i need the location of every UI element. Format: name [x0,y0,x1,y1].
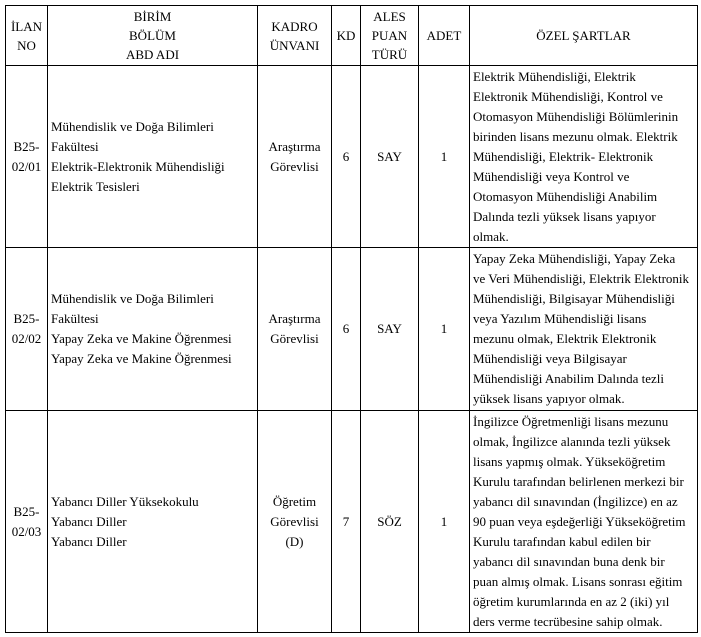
cell-ozel-line: öğretim kurumlarında en az 2 (iki) yıl [473,594,670,609]
header-ales-line-1: ALES [373,9,406,24]
cell-birim-line: Fakültesi [51,311,99,326]
cell-ozel [470,411,698,633]
header-adet: ADET [419,6,470,66]
header-row [6,6,698,66]
cell-ozel-line: Mühendisliği veya Bilgisayar [473,351,627,366]
cell-kadro [258,66,332,248]
header-ozel: ÖZEL ŞARTLAR [470,6,698,66]
header-kadro-line-1: KADRO [271,18,318,34]
cell-ozel-line: mezunu olmak, Elektrik Elektronik [473,331,657,346]
header-kd: KD [332,6,361,66]
header-ales [361,6,419,66]
cell-birim-line: Mühendislik ve Doğa Bilimleri [51,291,214,306]
cell-ozel-line: Elektrik Mühendisliği, Elektrik [473,69,636,84]
cell-kadro-line: Araştırma [268,138,321,154]
cell-ozel-line: yabancı dil sınavından (İngilizce) en az [473,494,678,509]
cell-ozel-line: Otomasyon Mühendisliği Bölümlerinin [473,109,679,124]
header-ales-line-2: PUAN [371,28,408,43]
cell-ozel-line: yabancı dil sınavından buna denk bir [473,554,665,569]
cell-ozel-line: veya Yazılım Mühendisliği lisans [473,311,647,326]
header-ilan-no [6,6,48,66]
cell-kadro [258,411,332,633]
cell-ozel-line: Mühendisliği veya Kontrol ve [473,169,630,184]
cell-ozel-line: birinden lisans mezunu olmak. Elektrik [473,129,678,144]
cell-birim-line: Mühendislik ve Doğa Bilimleri [51,118,214,134]
cell-ilan-line: B25- [13,503,40,519]
cell-kadro-line: Öğretim [272,493,317,509]
ilan-table [5,5,698,633]
cell-birim [48,411,258,633]
cell-ilan-line: B25- [13,138,40,154]
cell-birim-line: Elektrik-Elektronik Mühendisliği [51,158,225,174]
cell-ozel-line: Otomasyon Mühendisliği Anabilim [473,189,658,204]
cell-birim-line: Yapay Zeka ve Makine Öğrenmesi [51,351,232,366]
cell-ilan-line: B25- [13,311,40,326]
cell-adet: 1 [419,411,470,633]
cell-ilan [6,248,48,411]
cell-ozel-line: olmak. [473,229,509,244]
cell-kadro-line: (D) [285,533,304,549]
cell-birim-line: Yabancı Diller [51,513,127,529]
cell-birim-line: Elektrik Tesisleri [51,178,140,194]
cell-birim-line: Yabancı Diller Yüksekokulu [51,493,199,509]
cell-kadro-line: Görevlisi [270,158,319,174]
cell-birim [48,248,258,411]
cell-kd: 6 [332,248,361,411]
cell-ales: SÖZ [361,411,419,633]
cell-ilan-line: 02/03 [11,523,42,539]
cell-birim-line: Yapay Zeka ve Makine Öğrenmesi [51,331,232,346]
cell-adet: 1 [419,66,470,248]
cell-ales: SAY [361,248,419,411]
header-birim-line-3: ABD ADI [125,47,180,62]
cell-ilan-line: 02/01 [11,158,42,174]
cell-kadro-line: Görevlisi [270,331,319,346]
cell-ozel-line: ders verme tecrübesine sahip olmak. [473,614,663,629]
cell-ales: SAY [361,66,419,248]
cell-kadro-line: Araştırma [268,311,321,326]
cell-ozel-line: Kurulu tarafından kabul edilen bir [473,534,651,549]
cell-ilan [6,66,48,248]
cell-ozel-line: 90 puan veya eşdeğerliği Yükseköğretim [473,514,686,529]
cell-ozel-line: Mühendisliği Anabilim Dalında tezli [473,371,665,386]
cell-kadro-line: Görevlisi [270,513,319,529]
cell-ilan [6,411,48,633]
header-birim-line-1: BİRİM [133,9,172,24]
header-ilan-line-1: İLAN [10,18,43,34]
header-kadro-line-2: ÜNVANI [269,37,320,53]
header-ilan-line-2: NO [17,37,36,53]
cell-ozel-line: Yapay Zeka Mühendisliği, Yapay Zeka [473,251,676,266]
cell-ozel-line: ve Veri Mühendisliği, Elektrik Elektronik [473,271,690,286]
cell-kd: 7 [332,411,361,633]
cell-ozel-line: puan almış olmak. Lisans sonrası eğitim [473,574,683,589]
table-row [6,66,698,248]
cell-birim [48,66,258,248]
header-birim [48,6,258,66]
cell-ozel-line: olmak, İngilizce alanında tezli yüksek [473,434,671,449]
cell-ozel-line: yüksek lisans yapıyor olmak. [473,391,625,406]
cell-ozel-line: Dalında tezli yüksek lisans yapıyor [473,209,656,224]
cell-ozel-line: Mühendisliği, Elektrik- Elektronik [473,149,654,164]
cell-ozel-line: Elektronik Mühendisliği, Kontrol ve [473,89,663,104]
cell-ozel [470,66,698,248]
cell-kd: 6 [332,66,361,248]
cell-ozel-line: Kurulu tarafından belirlenen merkezi bir [473,474,684,489]
cell-kadro [258,248,332,411]
table-row [6,411,698,633]
cell-ozel-line: Mühendisliği, Bilgisayar Mühendisliği [473,291,675,306]
cell-birim-line: Yabancı Diller [51,533,127,549]
header-ales-line-3: TÜRÜ [371,47,408,62]
cell-birim-line: Fakültesi [51,138,99,154]
cell-ozel-line: lisans yapmış olmak. Yükseköğretim [473,454,666,469]
cell-ozel-line: İngilizce Öğretmenliği lisans mezunu [473,414,669,429]
header-kadro [258,6,332,66]
header-birim-line-2: BÖLÜM [129,28,176,43]
cell-ozel [470,248,698,411]
cell-adet: 1 [419,248,470,411]
table-row [6,248,698,411]
cell-ilan-line: 02/02 [11,331,42,346]
